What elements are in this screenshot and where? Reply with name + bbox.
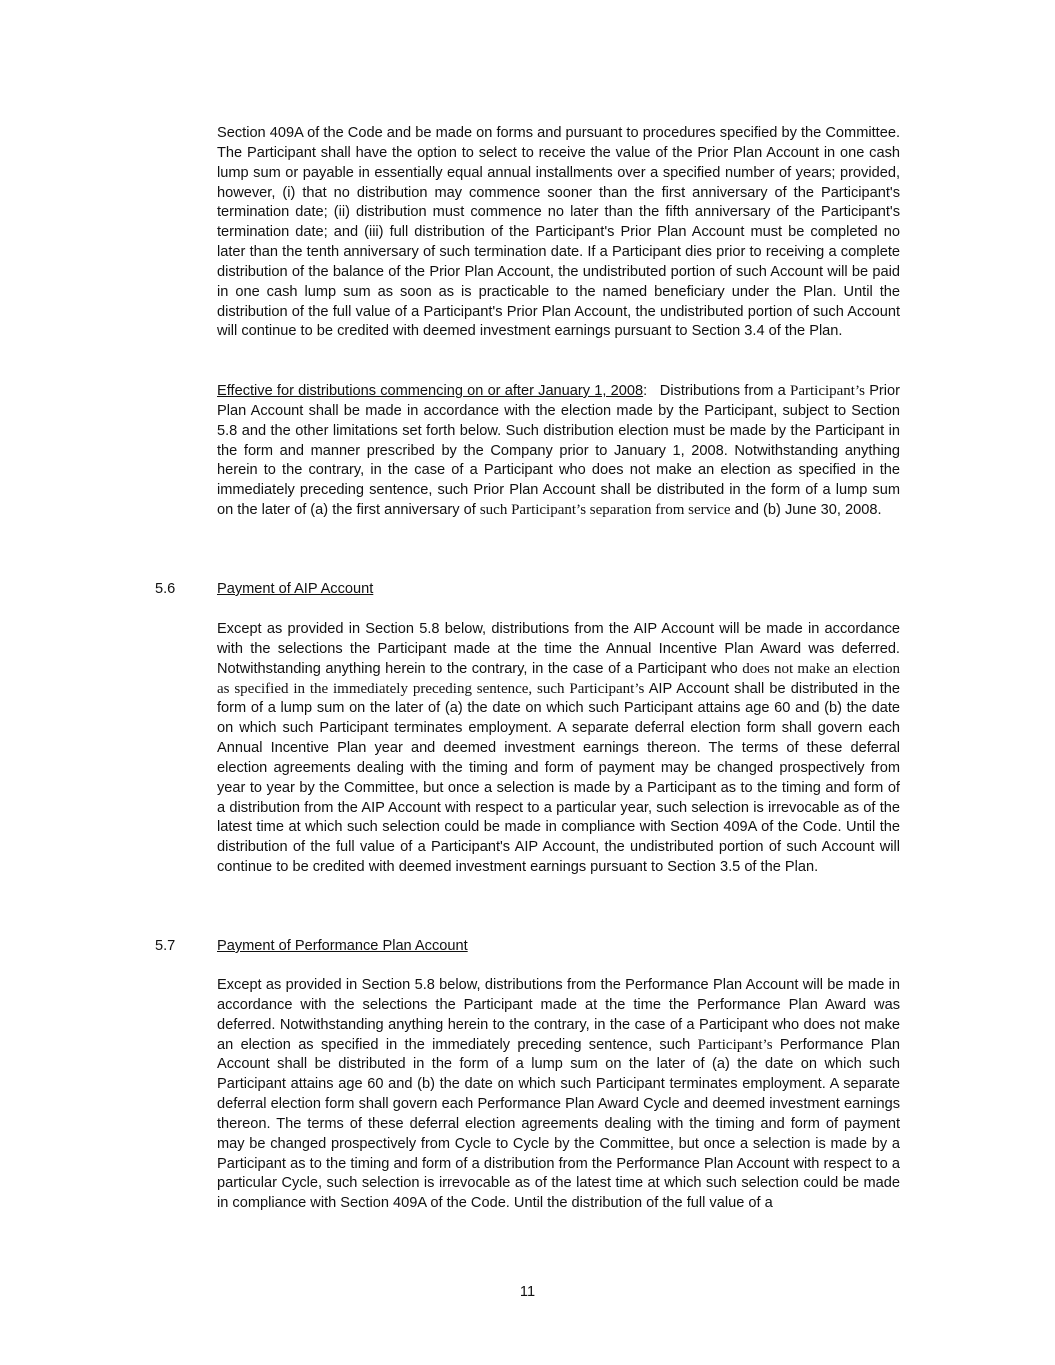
paragraph-text: Distributions from a (659, 383, 786, 399)
paragraph-text-serif: Participant’s (789, 383, 865, 399)
section-title-aip-account: Payment of AIP Account (217, 581, 374, 597)
colon: : (643, 383, 648, 399)
paragraph-text: AIP Account shall be distributed in the form of a lump sum on the later of (a) the date on which such Participant attains age 60 and (b) the date on which such Participant terminates employment. A separate deferral election form shall govern each Annual Incentive Plan year and deemed investment earnings thereon. The terms of these deferral election agreements dealing with the timing and form of payment may be changed prospectively from year to year by the Committee, but once a selection is made by a Participant as to the timing and form of a distribution from the AIP Account with respect to a particular year, such selection is irrevocable as of the latest time at which such selection could be made in compliance with Section 409A of the Code. Until the distribution of the full value of a Participant's AIP Account, the undistributed portion of such Account will continue to be credited with deemed investment earnings pursuant to Section 3.5 of the Plan. (217, 680, 900, 876)
paragraph-effective-2008 (217, 382, 900, 521)
section-title-performance-plan-account: Payment of Performance Plan Account (217, 938, 468, 954)
paragraph-text: Except as provided in Section 5.8 below, distributions from the Performance Plan Account will be made in accordance with the selections the Participant made at the time the Performance Plan Award was deferred. Notwithstanding anything herein to the contrary, in the case of a Participant who does not make an election as specified in the immediately preceding sentence, such (217, 977, 900, 1053)
paragraph-text: Except as provided in Section 5.8 below, distributions from the AIP Account will be made in accordance with the selections the Participant made at the time the Annual Incentive Plan Award was deferred. Notwithstanding anything herein to the contrary, in the case of a Participant who (217, 621, 900, 677)
paragraph-text-serif: Participant’s (697, 1036, 773, 1053)
paragraph-text-serif: does not make an election as specified in the immediately preceding sentence, such Participant’s (217, 660, 900, 697)
paragraph-text: and (b) June 30, 2008. (734, 502, 882, 519)
paragraph-performance-plan-account (217, 976, 900, 1214)
paragraph-aip-account (217, 620, 900, 878)
section-number-5-7: 5.7 (155, 938, 176, 954)
section-number-5-6: 5.6 (155, 581, 176, 597)
page-number: 11 (519, 1284, 536, 1300)
paragraph-text: Section 409A of the Code and be made on forms and pursuant to procedures specified by the Committee. The Participant shall have the option to select to receive the value of the Prior Plan Account in one cash lump sum or payable in essentially equal annual installments over a specified number of years; provided, however, (i) that no distribution may commence sooner than the first anniversary of the Participant's termination date; (ii) distribution must commence no later than the fifth anniversary of the Participant's termination date; and (iii) full distribution of the Participant's Prior Plan Account must be completed no later than the tenth anniversary of such termination date. If a Participant dies prior to receiving a complete distribution of the balance of the Prior Plan Account, the undistributed portion of such Account will be paid in one cash lump sum as soon as is practicable to the named beneficiary under the Plan. Until the distribution of the full value of a Participant's Prior Plan Account, the undistributed portion of such Account will continue to be credited with deemed investment earnings pursuant to Section 3.4 of the Plan. (217, 125, 900, 340)
paragraph-prior-plan-distribution (217, 124, 900, 342)
effective-heading: Effective for distributions commencing on or after January 1, 2008 (217, 383, 644, 399)
paragraph-text: Performance Plan Account shall be distributed in the form of a lump sum on the later of (a) the date on which such Participant attains age 60 and (b) the date on which such Participant terminates employment. A separate deferral election form shall govern each Performance Plan Award Cycle and deemed investment earnings thereon. The terms of these deferral election agreements dealing with the timing and form of payment may be changed prospectively from Cycle to Cycle by the Committee, but once a selection is made by a Participant as to the timing and form of a distribution from the Performance Plan Account with respect to a particular Cycle, such selection is irrevocable as of the latest time at which such selection could be made in compliance with Section 409A of the Code. Until the distribution of the full value of a (217, 1036, 901, 1212)
paragraph-text: Prior Plan Account shall be made in accordance with the election made by the Participant, subject to Section 5.8 and the other limitations set forth below. Such distribution election must be made by the Participant in the form and manner prescribed by the Company prior to January 1, 2008. Notwithstanding anything herein to the contrary, in the case of a Participant who does not make an election as specified in the immediately preceding sentence, such Prior Plan Account shall be distributed in the form of a lump sum on the later of (a) the first anniversary of (217, 383, 900, 519)
paragraph-text-serif: such Participant’s separation from service (479, 502, 731, 519)
